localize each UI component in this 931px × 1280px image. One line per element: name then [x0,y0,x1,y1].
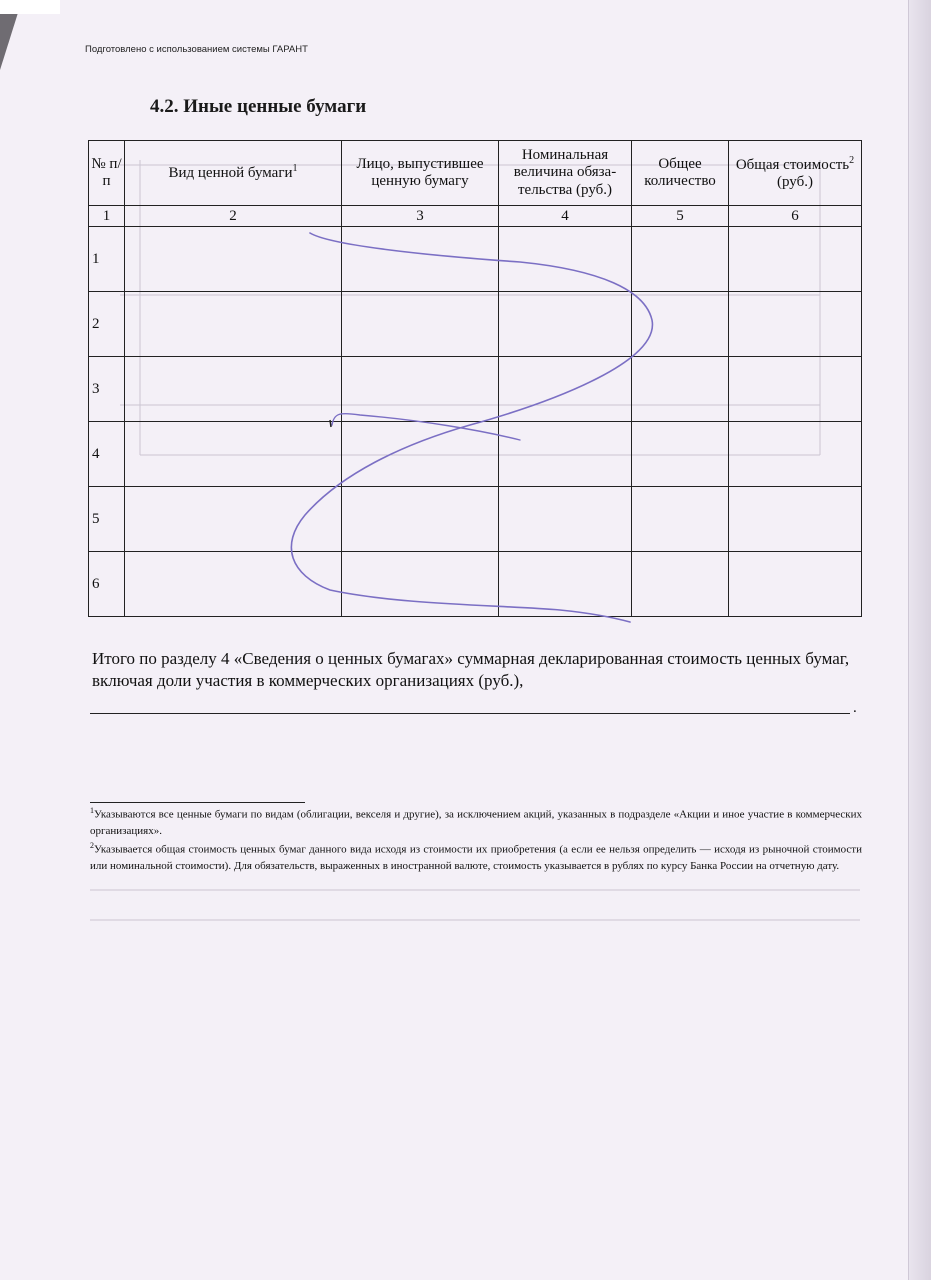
cell-empty [342,357,499,422]
cell-empty [499,552,632,617]
row-number: 1 [89,227,125,292]
table-row [89,357,862,422]
header-note: Подготовлено с использованием системы ГАРАНТ [85,44,308,55]
cell-empty [342,487,499,552]
cell-empty [499,227,632,292]
row-number: 2 [89,292,125,357]
column-number: 6 [729,206,862,227]
cell-empty [499,422,632,487]
footnote-mark: 1 [90,806,94,815]
column-number: 5 [632,206,729,227]
cell-empty [729,422,862,487]
col-header-number: № п/п [89,141,125,206]
row-number: 3 [89,357,125,422]
col-header-total-value: Общая стоимость$^2$ (руб.) [729,141,862,206]
cell-empty [125,487,342,552]
cell-empty [632,422,729,487]
cell-empty [729,357,862,422]
col-header-nominal-value: Номинальная величина обяза-тельства (руб.) [499,141,632,206]
cell-empty [499,357,632,422]
cell-empty [125,227,342,292]
column-number: 1 [89,206,125,227]
table-header-row [89,141,862,206]
cell-empty [729,552,862,617]
row-number: 5 [89,487,125,552]
section-title: 4.2. Иные ценные бумаги [150,96,367,117]
cell-empty [499,487,632,552]
footnotes [90,805,862,874]
col-header-issuer: Лицо, выпустившее ценную бумагу [342,141,499,206]
cell-empty [125,422,342,487]
section-summary: Итого по разделу 4 «Сведения о ценных бумагах» суммарная декларированная стоимость ценных бумаг, включая доли участия в коммерческих организациях (руб.), [92,649,850,691]
cell-empty [632,227,729,292]
cell-empty [342,292,499,357]
footnote-mark: 2 [90,840,94,850]
summary-end-mark: . [853,700,857,716]
col-header-security-type: Вид ценной бумаги$^1$ [125,141,342,206]
cell-empty [342,552,499,617]
cell-empty [125,357,342,422]
securities-table [88,140,862,617]
table-row [89,552,862,617]
footnote-1: $^1$Указываются все ценные бумаги по видам (облигации, векселя и другие), за исключением акций, указанных в подразделе «Акции и иное участие в коммерческих организациях». [90,806,862,838]
footnote-2: $^2$Указывается общая стоимость ценных бумаг данного вида исходя из стоимости их приобретения (а если ее нельзя определить — исходя из рыночной стоимости или номинальной стоимости). Для обязательств, выраженных в иностранной валюте, стоимость указывается в рублях по курсу Банка России на отчетную дату. [90,840,862,872]
table-row [89,227,862,292]
column-number-row [89,206,862,227]
column-number: 3 [342,206,499,227]
cell-empty [632,552,729,617]
cell-empty [729,487,862,552]
row-number: 6 [89,552,125,617]
table-row [89,422,862,487]
cell-empty [729,227,862,292]
footnote-rule [90,802,305,803]
cell-empty [729,292,862,357]
cell-empty [125,552,342,617]
col-header-quantity: Общее количество [632,141,729,206]
cell-empty [499,292,632,357]
cell-empty [632,357,729,422]
corner-highlight [0,0,60,14]
table-row [89,292,862,357]
page-edge [908,0,931,1280]
column-number: 2 [125,206,342,227]
cell-empty [632,292,729,357]
row-number: 4 [89,422,125,487]
cell-empty [632,487,729,552]
cell-empty [125,292,342,357]
cell-empty [342,227,499,292]
table-row [89,487,862,552]
summary-fill-line [90,713,850,714]
column-number: 4 [499,206,632,227]
cell-empty [342,422,499,487]
